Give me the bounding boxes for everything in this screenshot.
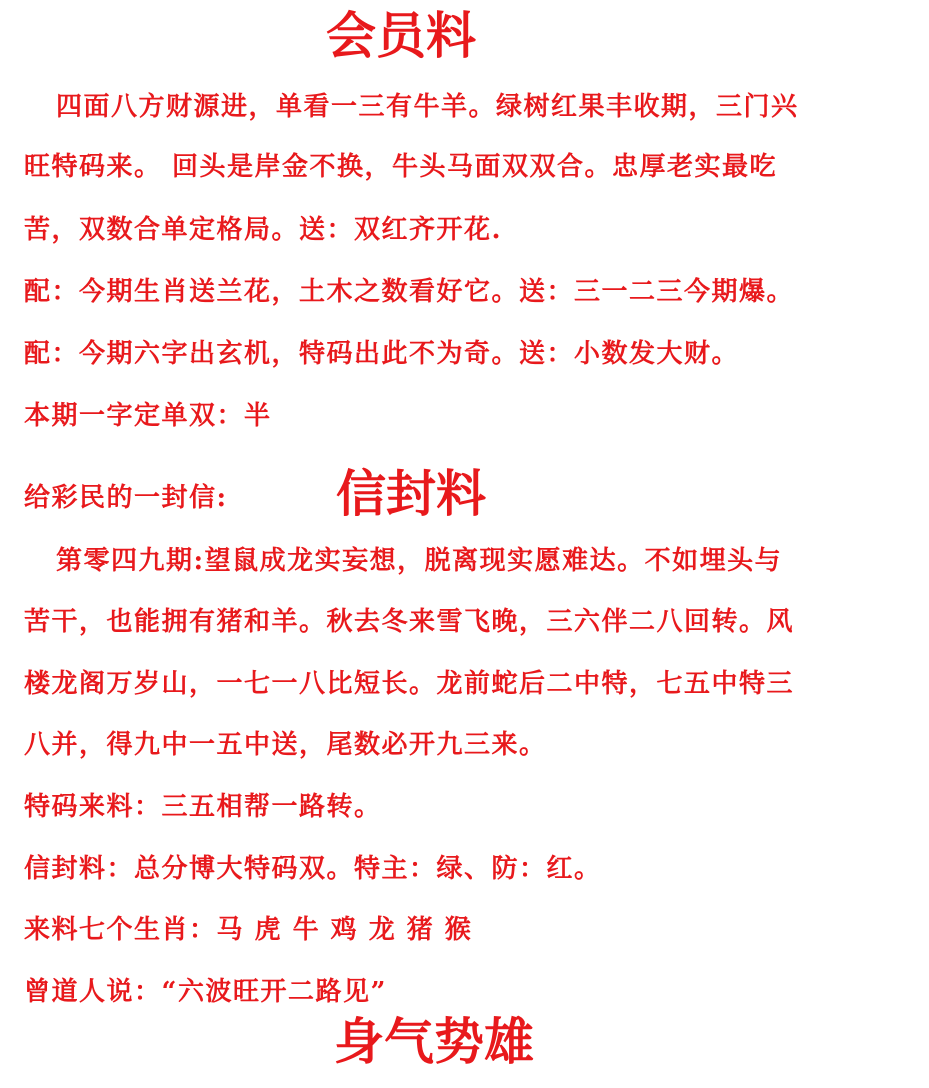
- paragraph-line: 四面八方财源进，单看一三有牛羊。绿树红果丰收期，三门兴: [56, 92, 799, 122]
- paragraph-line: 信封料：总分博大特码双。特主：绿、防：红。: [24, 854, 602, 884]
- paragraph-line: 楼龙阁万岁山，一七一八比短长。龙前蛇后二中特，七五中特三: [24, 669, 795, 699]
- paragraph-line: 旺特码来。 回头是岸金不换，牛头马面双双合。忠厚老实最吃: [24, 152, 778, 182]
- paragraph-line: 八并，得九中一五中送，尾数必开九三来。: [24, 730, 547, 760]
- paragraph-line: 配：今期生肖送兰花，土木之数看好它。送：三一二三今期爆。: [24, 277, 795, 307]
- section-title-xinfeng: 信封料: [336, 464, 486, 523]
- paragraph-line: 苦，双数合单定格局。送：双红齐开花.: [24, 215, 503, 245]
- letter-intro: 给彩民的一封信:: [24, 483, 228, 513]
- section-title-huiyuan: 会员料: [326, 6, 476, 65]
- paragraph-line: 配：今期六字出玄机，特码出此不为奇。送：小数发大财。: [24, 339, 740, 369]
- paragraph-line: 第零四九期:望鼠成龙实妄想，脱离现实愿难达。不如埋头与: [56, 546, 783, 576]
- paragraph-line: 特码来料：三五相帮一路转。: [24, 792, 382, 822]
- paragraph-line: 曾道人说：“六波旺开二路见”: [24, 977, 387, 1007]
- paragraph-line: 来料七个生肖：马 虎 牛 鸡 龙 猪 猴: [24, 915, 473, 945]
- paragraph-line: 本期一字定单双：半: [24, 401, 272, 431]
- footer-title: 身气势雄: [334, 1012, 534, 1071]
- paragraph-line: 苦干，也能拥有猪和羊。秋去冬来雪飞晚，三六伴二八回转。风: [24, 607, 795, 637]
